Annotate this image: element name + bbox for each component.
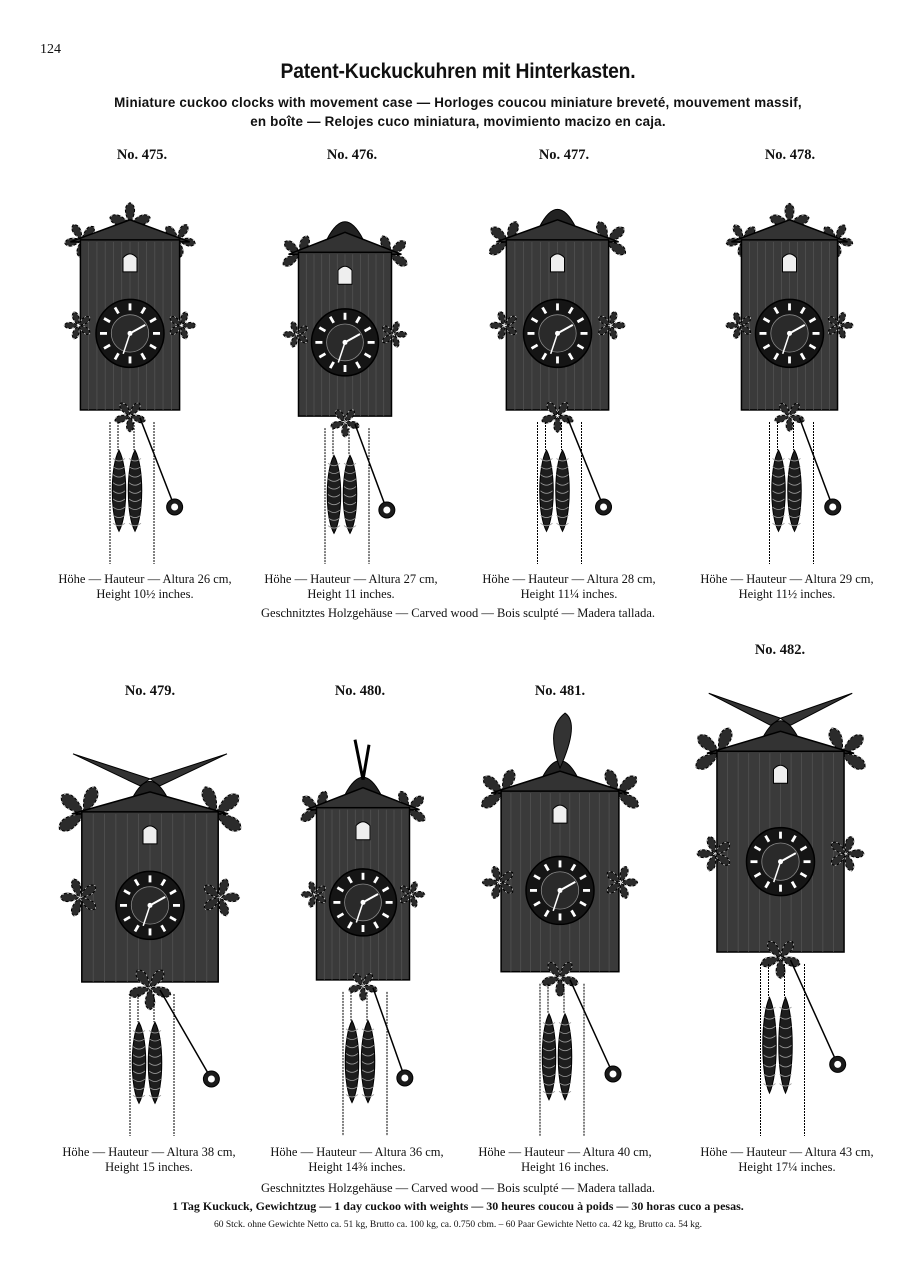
clock-caption-477 — [464, 572, 674, 602]
clock-number-475: No. 475. — [116, 147, 168, 163]
clock-pendulum — [160, 990, 219, 1087]
clock-weights — [343, 992, 387, 1136]
clock-caption-481 — [460, 1145, 670, 1175]
material-note-row1: Geschnitztes Holzgehäuse — Carved wood — Bois sculpté — Madera tallada. — [261, 606, 655, 620]
clock-dial — [96, 299, 164, 367]
clock-drawing — [288, 730, 438, 1140]
clock-weights — [538, 422, 582, 564]
page-subtitle — [60, 93, 856, 131]
clock-weights — [130, 994, 174, 1136]
clock-caption-479 — [44, 1145, 254, 1175]
height-inches: Height 17¼ inches. — [738, 1160, 836, 1174]
height-metric: Höhe — Hauteur — Altura 27 cm, — [264, 572, 438, 586]
footer-packing-details: 60 Stck. ohne Gewichte Netto ca. 51 kg, Brutto ca. 100 kg, ca. 0.750 cbm. – 60 Paar Gewichte Netto ca. 42 kg, Brutto ca. 54 kg. — [213, 1220, 703, 1230]
clock-weights — [761, 964, 805, 1136]
subtitle-line-1: Miniature cuckoo clocks with movement case — Horloges coucou miniature breveté, mouvement massif, — [114, 95, 802, 110]
clock-number-478: No. 478. — [764, 147, 816, 163]
clock-number-480: No. 480. — [334, 683, 386, 699]
height-metric: Höhe — Hauteur — Altura 36 cm, — [270, 1145, 444, 1159]
clock-weights — [110, 422, 154, 564]
clock-drawing — [465, 710, 655, 1140]
subtitle-line-2: en boîte — Relojes cuco miniatura, movimiento macizo en caja. — [250, 114, 666, 129]
height-inches: Height 11¼ inches. — [520, 587, 618, 601]
clock-illustration-478 — [712, 163, 867, 568]
height-inches: Height 15 inches. — [105, 1160, 193, 1174]
clock-illustration-475 — [50, 163, 210, 568]
height-metric: Höhe — Hauteur — Altura 29 cm, — [700, 572, 874, 586]
clock-weights — [540, 984, 584, 1136]
height-metric: Höhe — Hauteur — Altura 43 cm, — [700, 1145, 874, 1159]
clock-pendulum — [800, 418, 841, 515]
clock-pendulum — [570, 980, 621, 1082]
clock-dial — [747, 828, 815, 896]
page-title: Patent-Kuckuckuhren mit Hinterkasten. — [280, 60, 636, 83]
clock-dial — [526, 856, 594, 924]
height-metric: Höhe — Hauteur — Altura 38 cm, — [62, 1145, 236, 1159]
height-metric: Höhe — Hauteur — Altura 40 cm, — [478, 1145, 652, 1159]
clock-weights — [325, 428, 369, 564]
height-metric: Höhe — Hauteur — Altura 28 cm, — [482, 572, 656, 586]
clock-weights — [770, 422, 814, 564]
clock-pendulum — [140, 418, 183, 515]
clock-number-481: No. 481. — [534, 683, 586, 699]
clock-caption-478 — [682, 572, 892, 602]
material-note-row2: Geschnitztes Holzgehäuse — Carved wood — Bois sculpté — Madera tallada. — [261, 1181, 655, 1195]
clock-dial — [756, 299, 824, 367]
height-inches: Height 11½ inches. — [738, 587, 836, 601]
clock-pendulum — [355, 424, 395, 518]
clock-pendulum — [791, 960, 846, 1072]
clock-number-482: No. 482. — [754, 642, 806, 658]
clock-dial — [312, 309, 379, 376]
clock-dial — [524, 299, 592, 367]
clock-drawing — [270, 178, 420, 568]
clock-illustration-482 — [678, 662, 883, 1140]
page-number: 124 — [40, 42, 61, 57]
clock-drawing — [712, 163, 867, 568]
clock-dial — [330, 869, 397, 936]
clock-drawing — [50, 163, 210, 568]
clock-caption-482 — [682, 1145, 892, 1175]
clock-illustration-481 — [465, 710, 655, 1140]
height-inches: Height 14⅜ inches. — [308, 1160, 406, 1174]
clock-pendulum — [568, 418, 612, 515]
clock-caption-475 — [40, 572, 250, 602]
height-inches: Height 10½ inches. — [96, 587, 194, 601]
height-inches: Height 16 inches. — [521, 1160, 609, 1174]
clock-caption-476 — [246, 572, 456, 602]
clock-drawing — [475, 163, 640, 568]
clock-number-476: No. 476. — [326, 147, 378, 163]
clock-illustration-480 — [288, 730, 438, 1140]
clock-dial — [116, 871, 184, 939]
clock-caption-480 — [252, 1145, 462, 1175]
footer-specification: 1 Tag Kuckuck, Gewichtzug — 1 day cuckoo with weights — 30 heures coucou à poids — 30 horas cuco a pesas. — [172, 1199, 744, 1213]
height-metric: Höhe — Hauteur — Altura 26 cm, — [58, 572, 232, 586]
clock-illustration-477 — [475, 163, 640, 568]
clock-number-477: No. 477. — [538, 147, 590, 163]
clock-illustration-476 — [270, 178, 420, 568]
height-inches: Height 11 inches. — [307, 587, 395, 601]
clock-drawing — [678, 662, 883, 1140]
clock-pendulum — [373, 988, 413, 1086]
clock-number-479: No. 479. — [124, 683, 176, 699]
clock-illustration-479 — [40, 735, 260, 1140]
clock-drawing — [40, 735, 260, 1140]
